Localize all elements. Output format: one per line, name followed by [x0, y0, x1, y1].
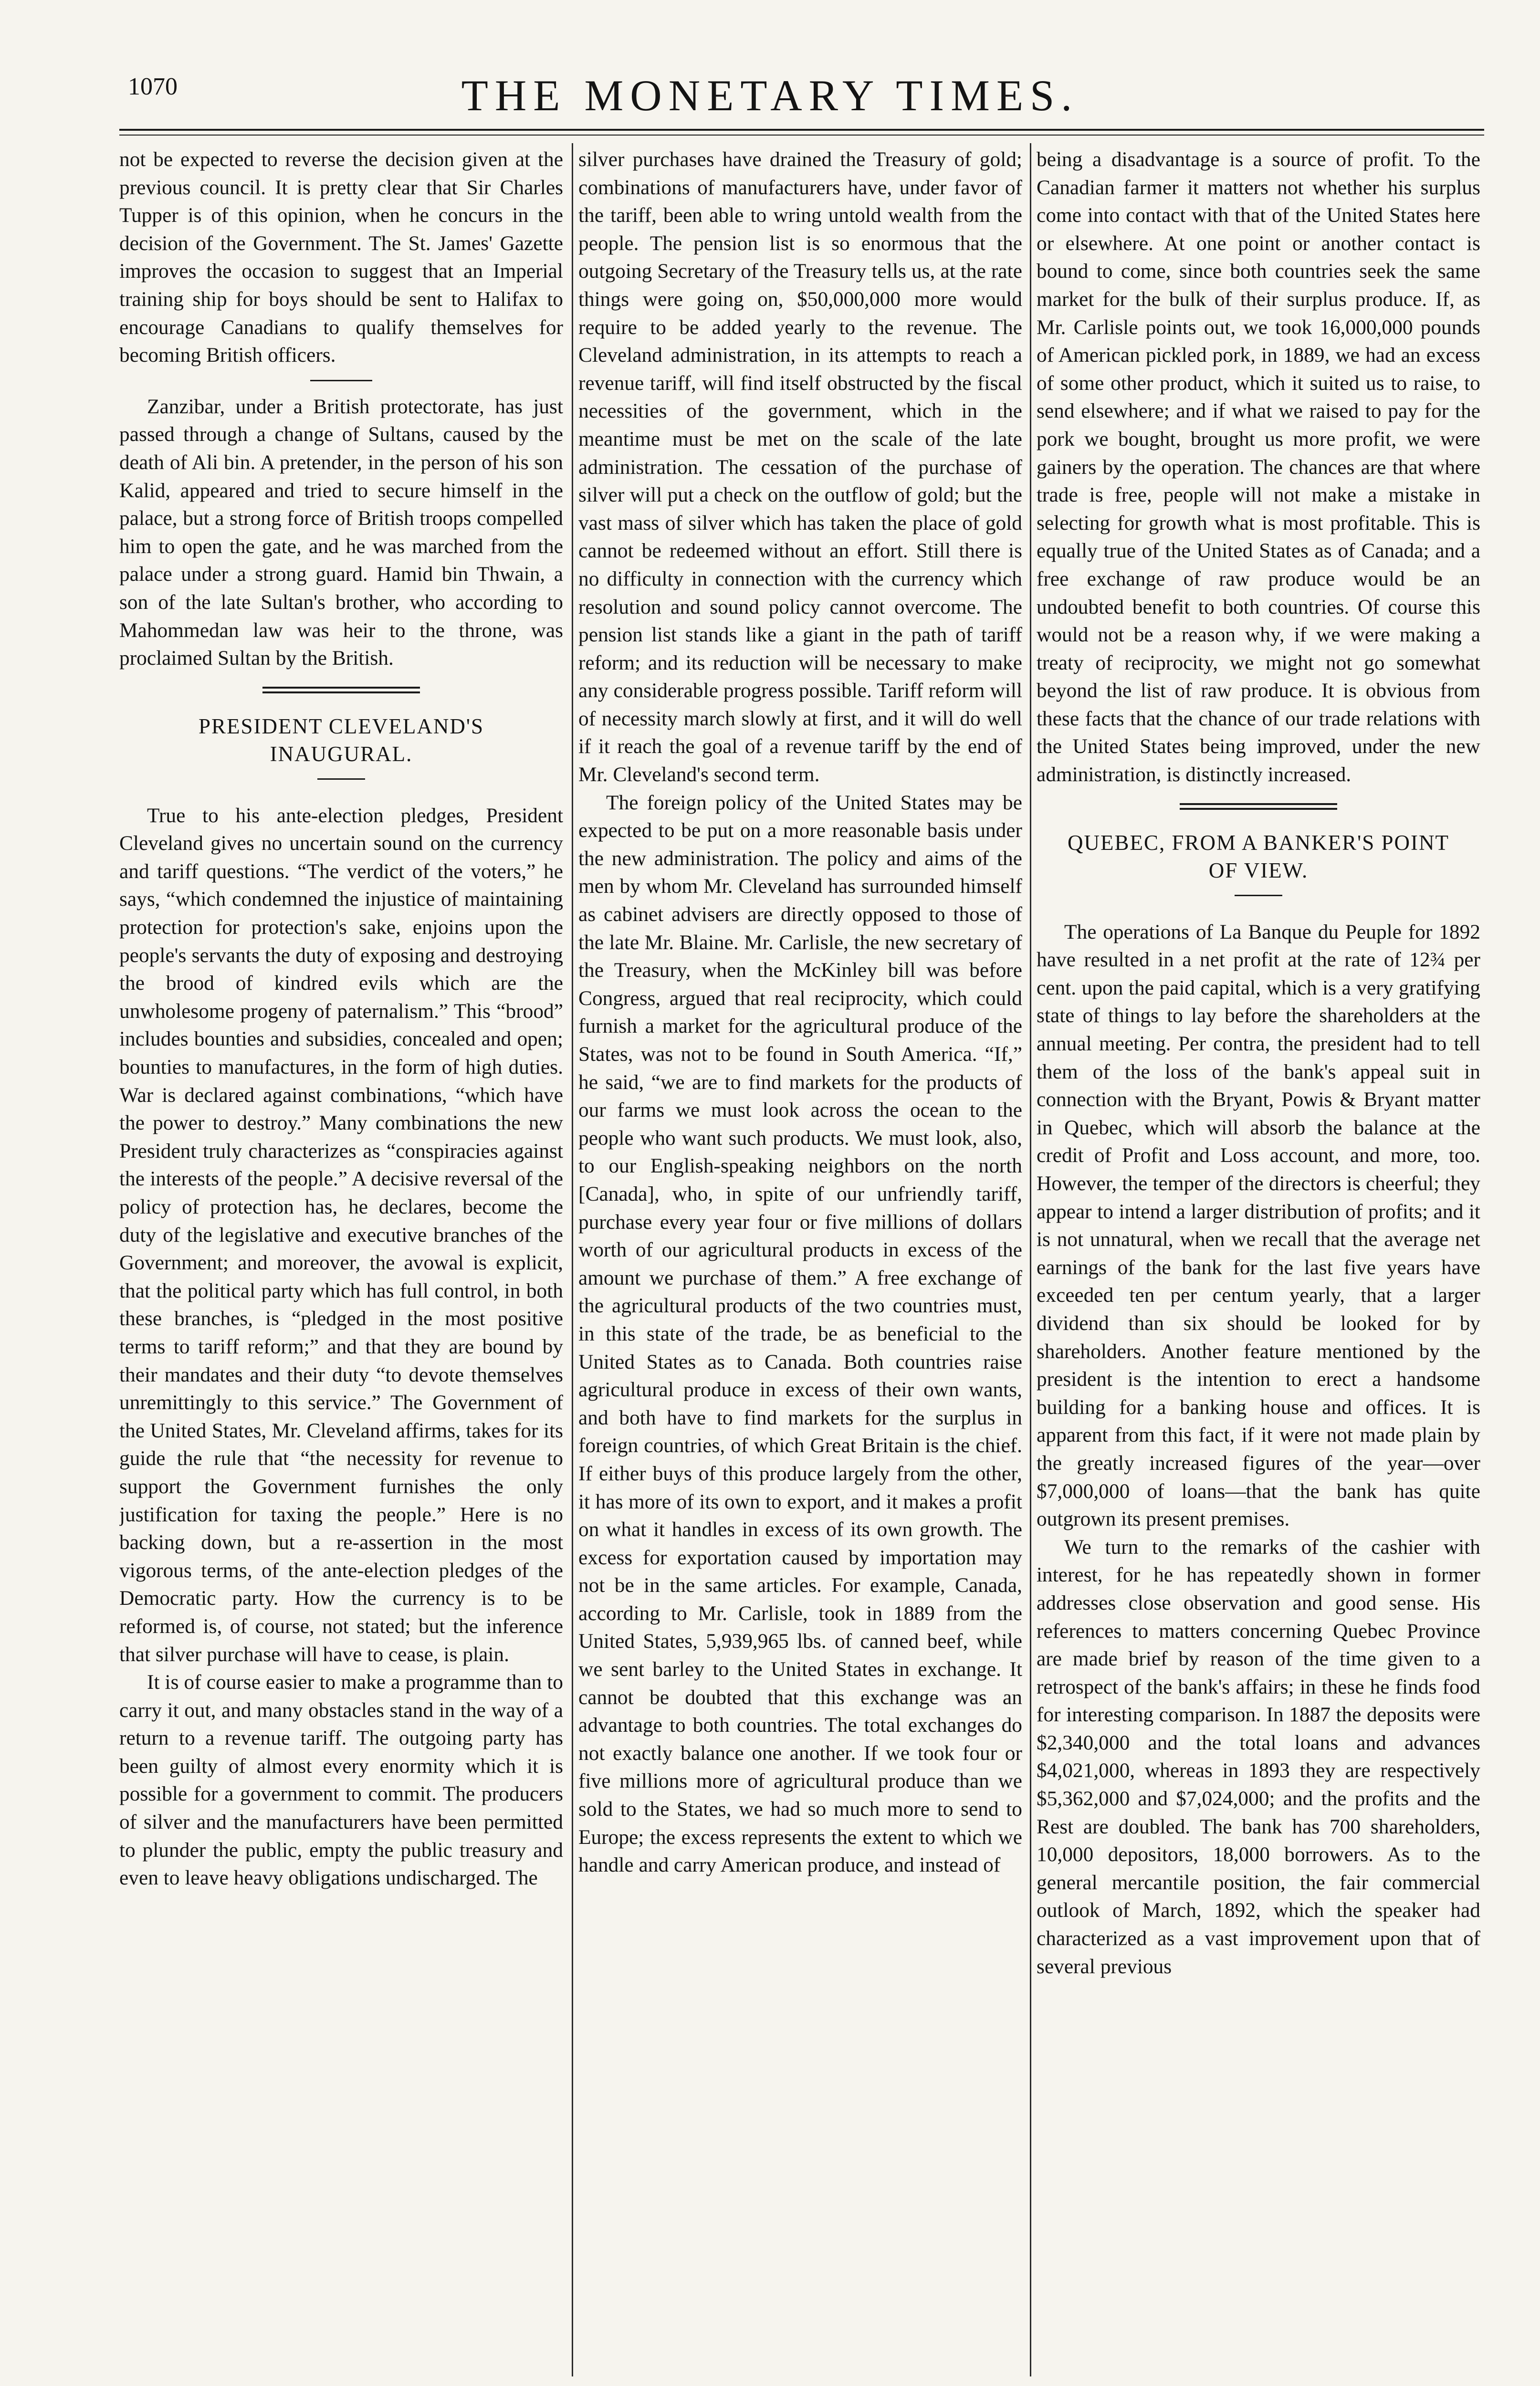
header-rule-thin	[119, 135, 1484, 136]
cleveland-paragraph-3: silver purchases have drained the Treasury of gold; combinations of manufacturers have, under favor of the tariff, been able to wring untold wealth from the people. The pension list is so enormous that the outgoing Secretary of the Treasury tells us, at the rate things were going on, $50,000,000 more would require to be added yearly to the revenue. The Cleveland administration, in its attempts to reach a revenue tariff, will find itself obstructed by the fiscal necessities of the government, which in the meantime must be met on the scale of the late administration. The cessation of the purchase of silver will put a check on the outflow of gold; but the vast mass of silver which has taken the place of gold cannot be redeemed without an effort. Still there is no difficulty in connection with the currency which resolution and sound policy cannot overcome. The pension list stands like a giant in the path of tariff reform; and its reduction will be necessary to make any considerable progress possible. Tariff reform will of necessity march slowly at first, and it will do well if it reach the goal of a revenue tariff by the end of Mr. Cleveland's second term.	[578, 148, 1022, 786]
heading-divider	[1235, 895, 1282, 896]
heading-line-2: INAUGURAL.	[270, 742, 413, 766]
header-rule-thick	[119, 129, 1484, 131]
article-heading-cleveland	[119, 712, 563, 768]
article-heading-quebec	[1037, 829, 1480, 884]
column-separator-right	[1030, 143, 1031, 2376]
col1-paragraph-continued: not be expected to reverse the decision given at the previous council. It is pretty clear that Sir Charles Tupper is of this opinion, when he concurs in the decision of the Government. The St. James' Gazette improves the occasion to suggest that an Imperial training ship for boys should be sent to Halifax to encourage Canadians to qualify themselves for becoming British officers.	[119, 148, 563, 367]
article-double-rule	[1180, 803, 1337, 810]
section-divider	[310, 380, 372, 381]
column-3	[1037, 146, 1480, 2381]
heading-line-1: PRESIDENT CLEVELAND'S	[198, 714, 484, 738]
banque-paragraph-1: The operations of La Banque du Peuple for 1892 have resulted in a net profit at the rate of 12¾ per cent. upon the paid capital, which is a very gratifying state of things to lay before the shareholders at the annual meeting. Per contra, the president had to tell them of the loss of the bank's appeal suit in connection with the Bryant, Powis & Bryant matter in Quebec, which will absorb the balance at the credit of Profit and Loss account, and more, too. However, the temper of the directors is cheerful; they appear to intend a larger distribution of profits; and it is not unnatural, when we recall that the average net earnings of the bank for the last five years have exceeded ten per centum yearly, that a larger dividend than six should be looked for by shareholders. Another feature mentioned by the president is the intention to erect a handsome building for a banking house and offices. It is apparent from this fact, if it were not made plain by the greatly increased figures of the year—over $7,000,000 of loans—that the bank has quite outgrown its present premises.	[1037, 920, 1480, 1531]
column-2	[578, 146, 1022, 2381]
column-separator-left	[572, 143, 573, 2376]
column-1	[119, 146, 563, 2381]
foreign-policy-paragraph: The foreign policy of the United States may be expected to be put on a more reasonable basis under the new administration. The policy and aims of the men by whom Mr. Cleveland has surrounded himself as cabinet advisers are directly opposed to those of the late Mr. Blaine. Mr. Carlisle, the new secretary of the Treasury, when the McKinley bill was before Congress, argued that real reciprocity, which could furnish a market for the agricultural produce of the States, was not to be found in South America. “If,” he said, “we are to find markets for the products of our farms we must look across the ocean to the people who want such products. We must look, also, to our English-speaking neighbors on the north [Canada], who, in spite of our unfriendly tariff, purchase every year four or five millions of dollars worth of our agricultural products in excess of the amount we purchase of them.” A free exchange of the agricultural products of the two countries must, in this state of the trade, be as beneficial to the United States as to Canada. Both countries raise agricultural produce in excess of their own wants, and both have to find markets for the surplus in foreign countries, of which Great Britain is the chief. If either buys of this produce largely from the other, it has more of its own to export, and it makes a profit on what it handles in excess of its own growth. The excess for exportation caused by importation may not be in the same articles. For example, Canada, according to Mr. Carlisle, took in 1889 from the United States, 5,939,965 lbs. of canned beef, while we sent barley to the United States in exchange. It cannot be doubted that this exchange was an advantage to both countries. The total exchanges do not exactly balance one another. If we took four or five millions more of agricultural produce than we sold to the States, we had so much more to send to Europe; the excess represents the extent to which we handle and carry American produce, and instead of	[578, 791, 1022, 1877]
heading-line-1: QUEBEC, FROM A BANKER'S POINT	[1068, 830, 1449, 855]
zanzibar-paragraph: Zanzibar, under a British protectorate, has just passed through a change of Sultans, caused by the death of Ali bin. A pretender, in the person of his son Kalid, appeared and tried to secure himself in the palace, but a strong force of British troops compelled him to open the gate, and he was marched from the palace under a strong guard. Hamid bin Thwain, a son of the late Sultan's brother, who according to Mahommedan law was heir to the throne, was proclaimed Sultan by the British.	[119, 395, 563, 670]
heading-divider	[317, 778, 365, 780]
masthead-title: THE MONETARY TIMES.	[461, 71, 1079, 120]
cleveland-paragraph-2: It is of course easier to make a programme than to carry it out, and many obstacles stand in the way of a return to a revenue tariff. The outgoing party has been guilty of almost every enormity which it is possible for a government to commit. The producers of silver and the manufacturers have been permitted to plunder the public, empty the public treasury and even to leave heavy obligations undischarged. The	[119, 1671, 563, 1890]
reciprocity-paragraph: being a disadvantage is a source of profit. To the Canadian farmer it matters not whether his surplus come into contact with that of the United States here or elsewhere. At one point or another contact is bound to come, since both countries seek the same market for the bulk of their surplus produce. If, as Mr. Carlisle points out, we took 16,000,000 pounds of American pickled pork, in 1889, we had an excess of some other product, which it suited us to raise, to send elsewhere; and if what we raised to pay for the pork we bought, brought us more profit, we were gainers by the operation. The chances are that where trade is free, people will not make a mistake in selecting for growth what is most profitable. This is equally true of the United States as of Canada; and a free exchange of raw produce would be an undoubted benefit to both countries. Of course this would not be a reason why, if we were making a treaty of reciprocity, we might not go somewhat beyond the list of raw produce. It is obvious from these facts that the chance of our trade relations with the United States being improved, under the new administration, is distinctly increased.	[1037, 148, 1480, 786]
article-double-rule	[262, 687, 420, 693]
banque-paragraph-2: We turn to the remarks of the cashier with interest, for he has repeatedly shown in former addresses close observation and good sense. His references to matters concerning Quebec Province are made brief by reason of the time given to a retrospect of the bank's affairs; in these he finds food for interesting comparison. In 1887 the deposits were $2,340,000 and the total loans and advances $4,021,000, whereas in 1893 they are respectively $5,362,000 and $7,024,000; and the profits and the Rest are doubled. The bank has 700 shareholders, 10,000 depositors, 18,000 borrowers. As to the general mercantile position, the fair commercial outlook of March, 1892, which the speaker had characterized as a vast improvement upon that of several previous	[1037, 1535, 1480, 1978]
heading-line-2: OF VIEW.	[1208, 858, 1309, 882]
page-number: 1070	[128, 73, 178, 100]
cleveland-paragraph-1: True to his ante-election pledges, President Cleveland gives no uncertain sound on the currency and tariff questions. “The verdict of the voters,” he says, “which condemned the injustice of maintaining protection for protection's sake, enjoins upon the people's servants the duty of exposing and destroying the brood of kindred evils which are the unwholesome progeny of paternalism.” This “brood” includes bounties and subsidies, concealed and open; bounties to manufactures, in the form of high duties. War is declared against combinations, “which have the power to destroy.” Many combinations the new President truly characterizes as “conspiracies against the interests of the people.” A decisive reversal of the policy of protection has, he declares, become the duty of the legislative and executive branches of the Government; and moreover, the avowal is explicit, that the political party which has full control, in both these branches, is “pledged in the most positive terms to tariff reform;” and that they are bound by their mandates and their duty “to devote themselves unremittingly to this service.” The Government of the United States, Mr. Cleveland affirms, takes for its guide the rule that “the necessity for revenue to support the Government furnishes the only justification for taxing the people.” Here is no backing down, but a re-assertion in the most vigorous terms, of the ante-election pledges of the Democratic party. How the currency is to be reformed is, of course, not stated; but the inference that silver purchase will have to cease, is plain.	[119, 804, 563, 1666]
